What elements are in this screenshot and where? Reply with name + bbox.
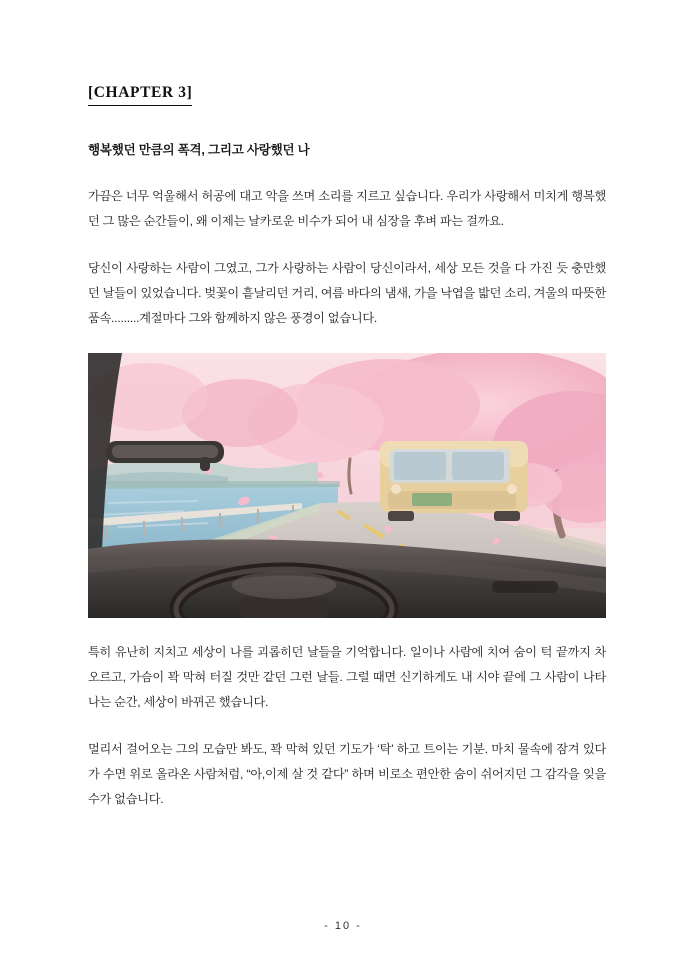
paragraph-3: 특히 유난히 지치고 세상이 나를 괴롭히던 날들을 기억합니다. 일이나 사람에 치여 숨이 턱 끝까지 차오르고, 가슴이 꽉 막혀 터질 것만 같던 그런 날들. 그럴 때면 신기하게도 내 시야 끝에 그 사람이 나타나는 순간, 세상이 바뀌곤 했습니다. xyxy=(88,644,606,709)
paragraph-4: 멀리서 걸어오는 그의 모습만 봐도, 꽉 막혀 있던 기도가 ‘탁’ 하고 트이는 기분. 마치 물속에 잠겨 있다가 수면 위로 올라온 사람처럼, “아,이제 살 것 같다” 하며 비로소 편안한 숨이 쉬어지던 그 감각을 잊을 수가 없습니다. xyxy=(88,741,606,806)
illustration-figure xyxy=(88,353,606,618)
chapter-heading: [CHAPTER 3] xyxy=(88,84,192,106)
page-content xyxy=(88,84,606,834)
paragraph-2: 당신이 사랑하는 사람이 그였고, 그가 사랑하는 사람이 당신이라서, 세상 모든 것을 다 가진 듯 충만했던 날들이 있었습니다. 벚꽃이 흩날리던 거리, 여름 바다의 냄새, 가을 낙엽을 밟던 소리, 겨울의 따뜻한 품속.........계절마다 그와 함께하지 않은 풍경이 없습니다. xyxy=(88,260,606,325)
section-subtitle: 행복했던 만큼의 폭격, 그리고 사랑했던 나 xyxy=(88,142,310,157)
page-number: - 10 - xyxy=(324,920,362,932)
paragraph-1: 가끔은 너무 억울해서 허공에 대고 악을 쓰며 소리를 지르고 싶습니다. 우리가 사랑해서 미치게 행복했던 그 많은 순간들이, 왜 이제는 날카로운 비수가 되어 내 심장을 후벼 파는 걸까요. xyxy=(88,188,606,228)
illustration-svg xyxy=(88,353,606,618)
